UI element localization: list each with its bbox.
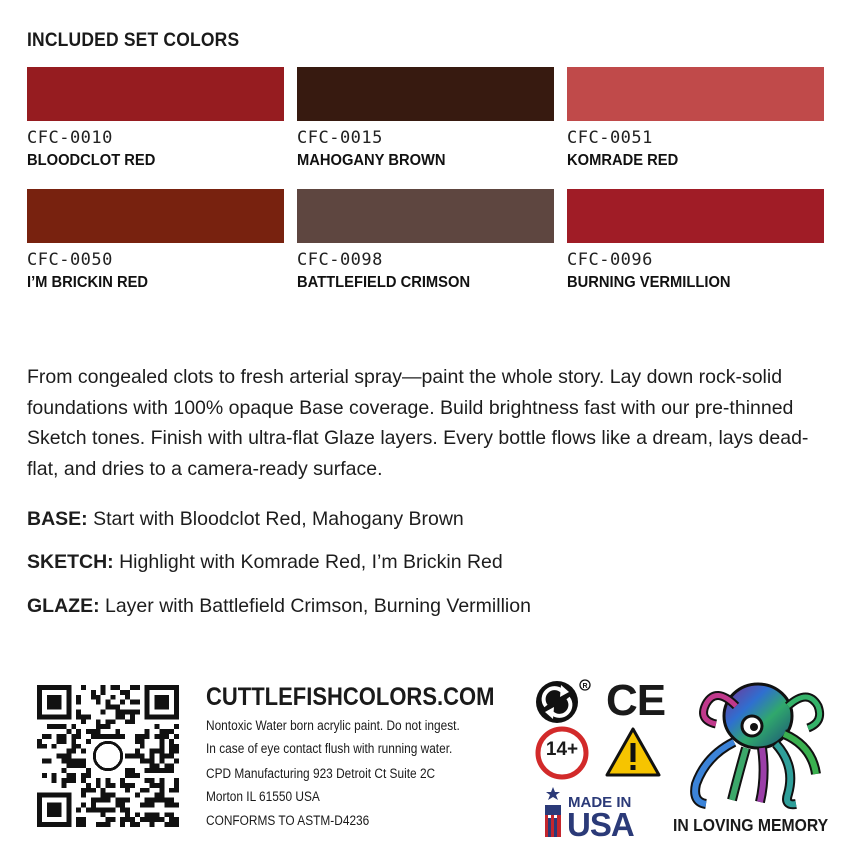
website-link[interactable]: CUTTLEFISHCOLORS.COM bbox=[206, 683, 495, 711]
technique-sketch bbox=[27, 551, 503, 574]
technique-label: SKETCH: bbox=[27, 551, 114, 573]
technique-label: BASE: bbox=[27, 508, 88, 530]
age-badge-text: 14+ bbox=[545, 739, 579, 760]
color-name: MAHOGANY BROWN bbox=[297, 152, 446, 169]
color-code: CFC-0010 bbox=[27, 128, 113, 148]
info-line: In case of eye contact flush with running water. bbox=[206, 741, 453, 756]
section-title: INCLUDED SET COLORS bbox=[27, 30, 240, 51]
product-description: From congealed clots to fresh arterial spray—paint the whole story. Lay down rock-solid foundations with 100% opaque Base coverage. Build brightness fast with our pre-thinned Sketch tones. Finish with ultra-flat Glaze layers. Every bottle flows like a dream, lays dead-flat, and dries to a camera-ready surface. bbox=[27, 366, 809, 480]
technique-text: Start with Bloodclot Red, Mahogany Brown bbox=[87, 508, 464, 530]
technique-base bbox=[27, 508, 464, 531]
swatch-komrade-red bbox=[567, 67, 824, 121]
swatch-bloodclot-red bbox=[27, 67, 284, 121]
info-line: CONFORMS TO ASTM-D4236 bbox=[206, 813, 370, 828]
swatch-brickin-red bbox=[27, 189, 284, 243]
color-code: CFC-0050 bbox=[27, 250, 113, 270]
technique-text: Layer with Battlefield Crimson, Burning Vermillion bbox=[99, 595, 531, 617]
color-name: I’M BRICKIN RED bbox=[27, 274, 149, 291]
swatch-mahogany-brown bbox=[297, 67, 554, 121]
color-code: CFC-0015 bbox=[297, 128, 383, 148]
color-name: BATTLEFIELD CRIMSON bbox=[297, 274, 471, 291]
info-line: CPD Manufacturing 923 Detroit Ct Suite 2C bbox=[206, 766, 436, 781]
technique-text: Highlight with Komrade Red, I’m Brickin Red bbox=[113, 551, 503, 573]
info-line: Nontoxic Water born acrylic paint. Do not ingest. bbox=[206, 718, 460, 733]
usa-label: USA bbox=[567, 806, 634, 843]
color-code: CFC-0051 bbox=[567, 128, 653, 148]
color-name: KOMRADE RED bbox=[567, 152, 679, 169]
svg-text:R: R bbox=[582, 683, 588, 690]
made-in-label: MADE IN bbox=[568, 794, 632, 811]
technique-label: GLAZE: bbox=[27, 595, 100, 617]
color-code: CFC-0098 bbox=[297, 250, 383, 270]
octopus-logo-icon bbox=[94, 742, 121, 769]
technique-glaze bbox=[27, 595, 531, 618]
swatch-burning-vermillion bbox=[567, 189, 824, 243]
octopus-memorial-icon bbox=[676, 676, 826, 814]
warning-icon bbox=[604, 725, 662, 779]
ce-mark-icon: CE bbox=[606, 676, 666, 725]
color-name: BURNING VERMILLION bbox=[567, 274, 731, 291]
info-line: Morton IL 61550 USA bbox=[206, 789, 320, 804]
color-code: CFC-0096 bbox=[567, 250, 653, 270]
memorial-text: IN LOVING MEMORY bbox=[673, 815, 829, 835]
swatch-battlefield-crimson bbox=[297, 189, 554, 243]
color-name: BLOODCLOT RED bbox=[27, 152, 156, 169]
made-in-usa-icon bbox=[540, 785, 566, 839]
qr-code-icon[interactable] bbox=[37, 685, 179, 827]
recycle-icon bbox=[534, 676, 592, 726]
